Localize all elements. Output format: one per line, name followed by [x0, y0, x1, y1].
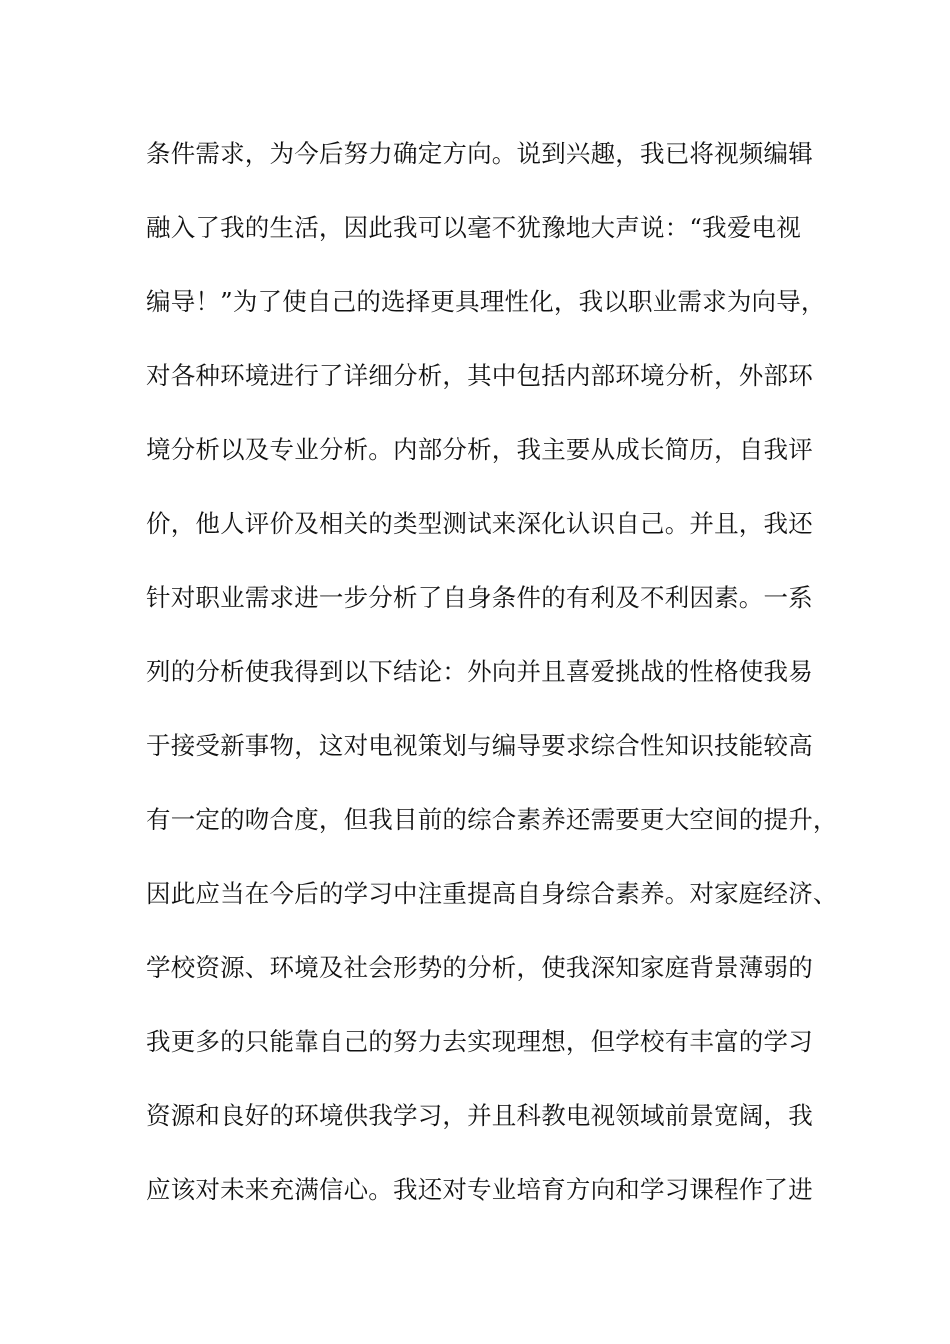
text-line: 学校资源、环境及社会形势的分析，使我深知家庭背景薄弱的	[146, 953, 813, 982]
text-line: 针对职业需求进一步分析了自身条件的有利及不利因素。一系	[146, 583, 813, 612]
text-line: 编导！”为了使自己的选择更具理性化，我以职业需求为向导，	[146, 287, 826, 316]
text-line: 条件需求，为今后努力确定方向。说到兴趣，我已将视频编辑	[146, 139, 813, 168]
text-line: 有一定的吻合度，但我目前的综合素养还需要更大空间的提升，	[146, 805, 838, 834]
text-line: 我更多的只能靠自己的努力去实现理想，但学校有丰富的学习	[146, 1027, 813, 1056]
text-line: 因此应当在今后的学习中注重提高自身综合素养。对家庭经济、	[146, 879, 838, 908]
text-line: 对各种环境进行了详细分析，其中包括内部环境分析，外部环	[146, 361, 813, 390]
text-line: 价，他人评价及相关的类型测试来深化认识自己。并且，我还	[146, 509, 813, 538]
body-paragraph	[146, 132, 836, 1242]
text-line: 资源和良好的环境供我学习，并且科教电视领域前景宽阔，我	[146, 1101, 813, 1130]
text-line: 应该对未来充满信心。我还对专业培育方向和学习课程作了进	[146, 1175, 813, 1204]
text-line: 境分析以及专业分析。内部分析，我主要从成长简历，自我评	[146, 435, 813, 464]
text-line: 融入了我的生活，因此我可以毫不犹豫地大声说：“我爱电视	[146, 213, 801, 242]
text-line: 于接受新事物，这对电视策划与编导要求综合性知识技能较高	[146, 731, 813, 760]
text-line: 列的分析使我得到以下结论：外向并且喜爱挑战的性格使我易	[146, 657, 813, 686]
